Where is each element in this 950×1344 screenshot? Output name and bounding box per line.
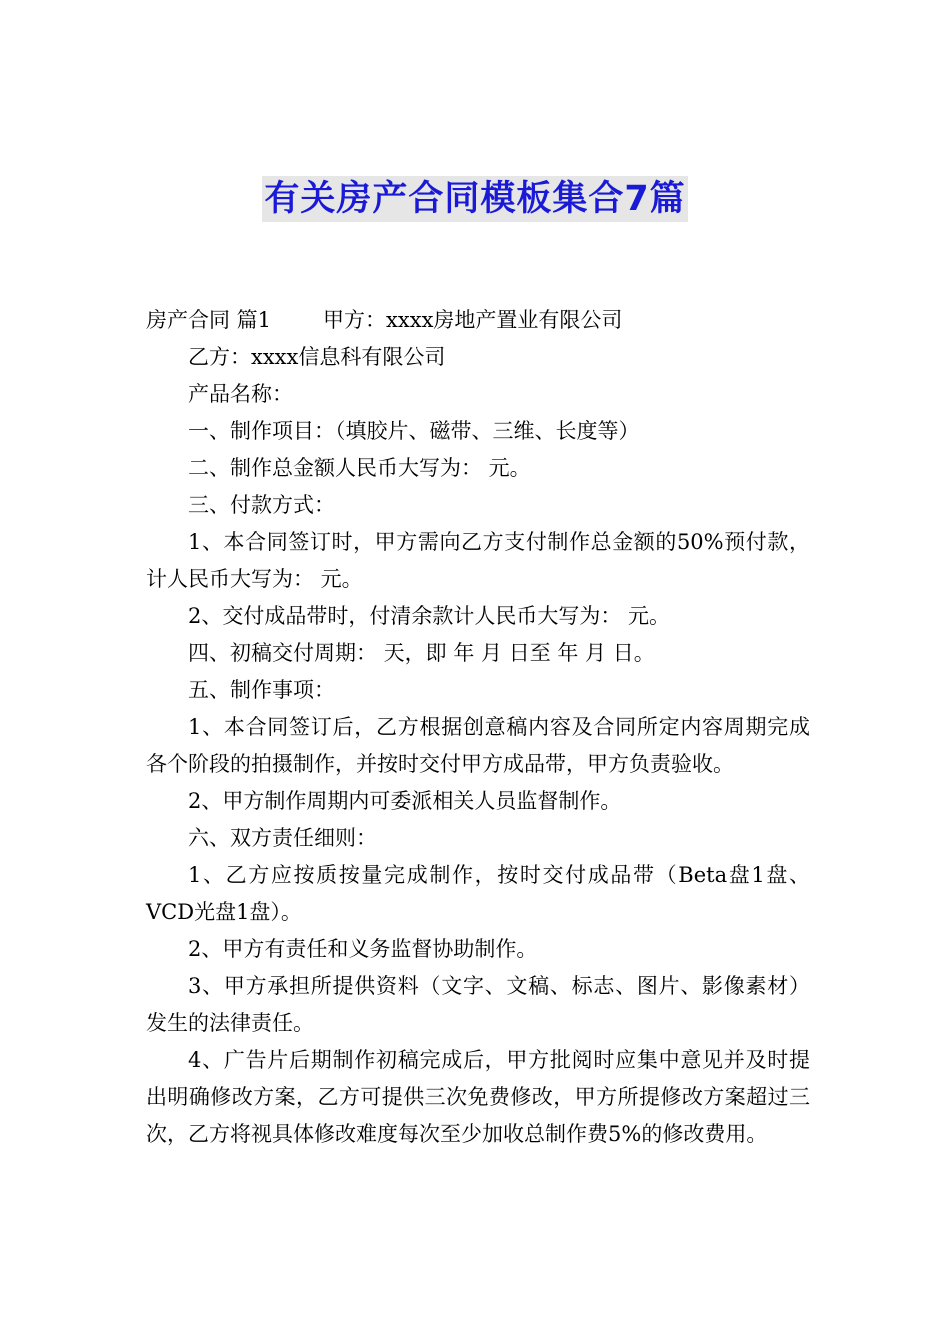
- document-body: [146, 302, 810, 1153]
- first-line: [146, 302, 810, 339]
- paragraph: 1、本合同签订时，甲方需向乙方支付制作总金额的50%预付款，计人民币大写为： 元。: [146, 530, 810, 591]
- paragraph: 1、本合同签订后，乙方根据创意稿内容及合同所定内容周期完成各个阶段的拍摄制作，并按时交付甲方成品带，甲方负责验收。: [146, 715, 810, 776]
- paragraph: 2、甲方制作周期内可委派相关人员监督制作。: [188, 789, 622, 813]
- paragraph: 4、广告片后期制作初稿完成后，甲方批阅时应集中意见并及时提出明确修改方案，乙方可提供三次免费修改，甲方所提修改方案超过三次，乙方将视具体修改难度每次至少加收总制作费5%的修改费用。: [146, 1048, 810, 1146]
- section-label: 房产合同 篇1: [146, 308, 272, 332]
- document-title: 有关房产合同模板集合7篇: [262, 176, 687, 222]
- paragraph: 二、制作总金额人民币大写为： 元。: [188, 456, 531, 480]
- paragraph: 五、制作事项：: [188, 678, 335, 702]
- paragraph: 2、交付成品带时，付清余款计人民币大写为： 元。: [188, 604, 671, 628]
- paragraph: 2、甲方有责任和义务监督协助制作。: [188, 937, 538, 961]
- title-wrapper: [0, 176, 950, 222]
- paragraph: 1、乙方应按质按量完成制作，按时交付成品带（Beta盘1盘、VCD光盘1盘）。: [146, 863, 810, 924]
- party-a: 甲方：xxxx房地产置业有限公司: [323, 308, 623, 332]
- paragraph: 三、付款方式：: [188, 493, 335, 517]
- paragraph: 四、初稿交付周期： 天，即 年 月 日至 年 月 日。: [188, 641, 655, 665]
- paragraph: 一、制作项目：（填胶片、磁带、三维、长度等）: [188, 419, 640, 443]
- paragraph: 六、双方责任细则：: [188, 826, 377, 850]
- paragraph: 3、甲方承担所提供资料（文字、文稿、标志、图片、影像素材）发生的法律责任。: [146, 974, 810, 1035]
- paragraph: 乙方：xxxx信息科有限公司: [188, 345, 446, 369]
- paragraph: 产品名称：: [188, 382, 293, 406]
